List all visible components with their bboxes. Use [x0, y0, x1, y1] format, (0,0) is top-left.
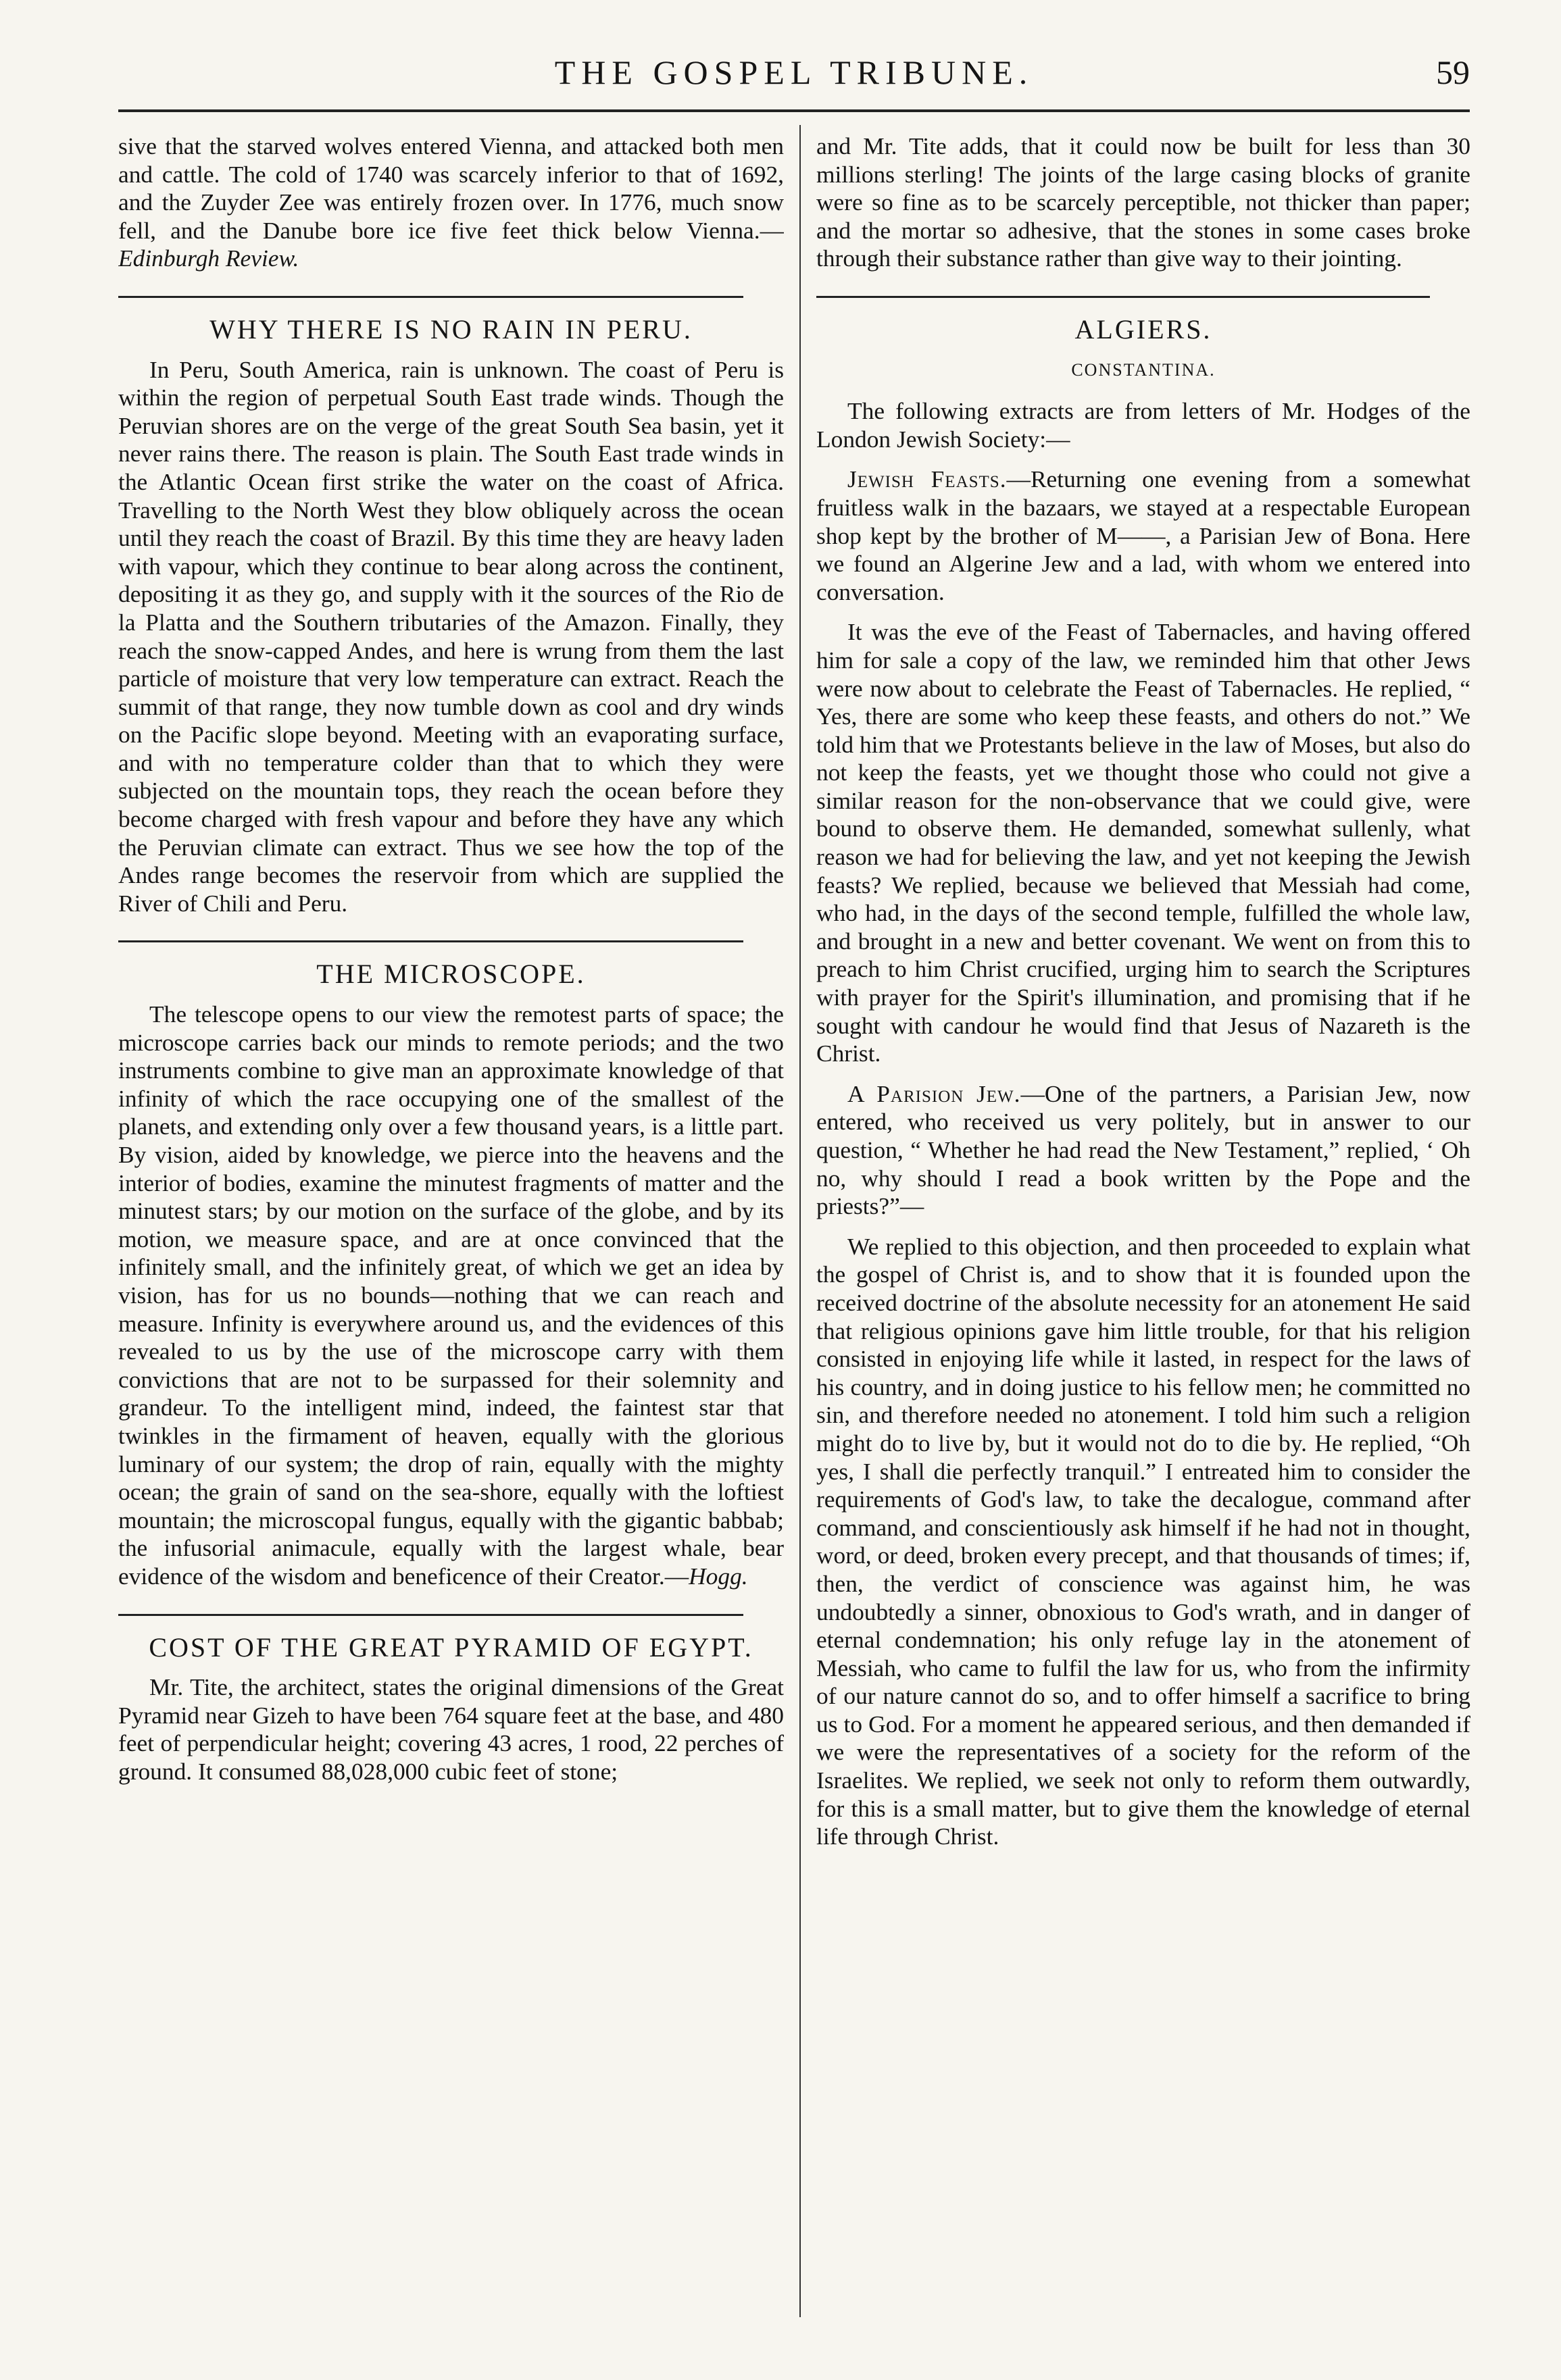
article-body-pyramid: Mr. Tite, the architect, states the original dimensions of the Great Pyramid near Gizeh to have been 764 square feet at the base, and 480 feet of perpendicular height; covering 43 acres, 1 rood, 22 perches of ground. It consumed 88,028,000 cubic feet of stone; — [118, 1673, 784, 1785]
paragraph-text: —One of the partners, a Parisian Jew, now entered, who received us very politely, but in answer to our question, “ Whether he had read the New Testament,” replied, ‘ Oh no, why should I read a book written by the Pope and the priests?”— — [816, 1080, 1470, 1220]
paragraph-lead-parisian-jew: A Parision Jew. — [847, 1080, 1021, 1107]
page-header — [118, 53, 1470, 107]
article-title-pyramid: COST OF THE GREAT PYRAMID OF EGYPT. — [149, 1631, 753, 1663]
paragraph-lead-jewish-feasts: Jewish Feasts. — [847, 465, 1007, 493]
algiers-intro: The following extracts are from letters of Mr. Hodges of the London Jewish Society:— — [816, 397, 1470, 453]
paragraph-text: —Returning one evening from a somewhat fruitless walk in the bazaars, we stayed at a respectable European shop kept by the brother of M——, a Parisian Jew of Bona. Here we found an Algerine Jew and a lad, with whom we entered into conversation. — [816, 465, 1470, 605]
microscope-source: Hogg. — [689, 1562, 748, 1590]
section-rule — [816, 296, 1430, 298]
continued-source: Edinburgh Review. — [118, 245, 299, 272]
algiers-paragraph-4: We replied to this objection, and then proceeded to explain what the gospel of Christ is, and to show that it is founded upon the received doctrine of the absolute necessity for an atonement He said that religious opinions gave him little trouble, for that his religion consisted in enjoying life while it lasted, in respect for the laws of his country, and in doing justice to his fellow men; he committed no sin, and therefore needed no atonement. I told him such a religion might do to live by, but it would not do to die by. He replied, “Oh yes, I shall die perfectly tranquil.” I entreated him to consider the requirements of God's law, to take the decalogue, command after command, and conscientiously ask himself if he had not in thought, word, or deed, broken every precept, and that thousands of times; if, then, the verdict of conscience was against him, he was undoubtedly a sinner, obnoxious to God's wrath, and in danger of eternal condemnation; his only refuge lay in the atonement of Messiah, who came to fulfil the law for us, who from the infirmity of our nature cannot do so, and to offer himself a sacrifice to bring us to God. For a moment he appeared serious, and then demanded if we were the representatives of a society for the reform of the Israelites. We replied, we seek not only to reform them outwardly, for this is a small matter, but to give them the knowledge of eternal life through Christ. — [816, 1232, 1470, 1850]
algiers-paragraph-1 — [816, 465, 1470, 606]
pyramid-continuation: and Mr. Tite adds, that it could now be built for less than 30 millions sterling! The joints of the large casing blocks of granite were so fine as to be scarcely perceptible, not thicker than paper; and the mortar so adhesive, that the stones in some cases broke through their substance rather than give way to their jointing. — [816, 132, 1470, 272]
header-rule — [118, 109, 1470, 112]
algiers-paragraph-3 — [816, 1080, 1470, 1221]
article-title-microscope: THE MICROSCOPE. — [316, 959, 586, 990]
left-column — [118, 132, 784, 2328]
continued-article-text — [118, 132, 784, 273]
page-number: 59 — [1436, 53, 1470, 91]
section-rule — [118, 940, 743, 942]
article-body-peru: In Peru, South America, rain is unknown. The coast of Peru is within the region of perpetual South East trade winds. Though the Peruvian shores are on the verge of the great South Sea basin, yet it never rains there. The reason is plain. The South East trade winds in the Atlantic Ocean first strike the water on the coast of Africa. Travelling to the North West they blow obliquely across the ocean until they reach the coast of Brazil. By this time they are heavy laden with vapour, which they continue to bear along across the continent, depositing it as they go, and supply with it the sources of the Rio de la Platta and the Southern tributaries of the Amazon. Finally, they reach the snow-capped Andes, and here is wrung from them the last particle of moisture that very low temperature can extract. Reach the summit of that range, they now tumble down as cool and dry winds on the Pacific slope beyond. Meeting with an evaporating surface, and with no temperature colder than that to which they were subjected on the mountain tops, they reach the ocean before they become charged with fresh vapour and before they have any which the Peruvian climate can extract. Thus we see how the top of the Andes range becomes the reservoir from which are supplied the River of Chili and Peru. — [118, 355, 784, 917]
article-subtitle-algiers: CONSTANTINA. — [1071, 359, 1216, 380]
article-title-algiers: ALGIERS. — [1074, 313, 1212, 345]
microscope-text: The telescope opens to our view the remotest parts of space; the microscope carries back our minds to remote periods; and the two instruments combine to give man an approximate knowledge of that infinity of which the race occupying one of the smallest of the planets, and extending only over a few thousand years, is a little part. By vision, aided by knowledge, we pierce into the heavens and the interior of bodies, examine the minutest fragments of matter and the minutest stars; by our motion on the surface of the globe, and by its motion, we measure space, and are at once convinced that the infinitely small, and the infinitely great, of which we get an idea by vision, has for us no bounds—nothing that we can reach and measure. Infinity is everywhere around us, and the evidences of this revealed to us by the use of the microscope carry with them convictions that are not to be surpassed for their solemnity and grandeur. To the intelligent mind, indeed, the faintest star that twinkles in the firmament of heaven, equally with the glorious luminary of our system; the drop of rain, equally with the mighty ocean; the grain of sand on the sea-shore, equally with the loftiest mountain; the microscopal fungus, equally with the gigantic babbab; the infusorial animacule, equally with the largest whale, bear evidence of the wisdom and beneficence of their Creator.— — [118, 1001, 784, 1590]
section-rule — [118, 296, 743, 298]
right-column — [816, 132, 1470, 2328]
algiers-paragraph-2: It was the eve of the Feast of Tabernacles, and having offered him for sale a copy of the law, we reminded him that other Jews were now about to celebrate the Feast of Tabernacles. He replied, “ Yes, there are some who keep these feasts, and others do not.” We told him that we Protestants believe in the law of Moses, but also do not keep the feasts, yet we thought those who could not give a similar reason for the non-observance that we could give, were bound to observe them. He demanded, somewhat sullenly, what reason we had for believing the law, and yet not keeping the Jewish feasts? We replied, because we believed that Messiah had come, who had, in the days of the second temple, fulfilled the whole law, and brought in a new and better covenant. We went on from this to preach to him Christ crucified, urging him to search the Scriptures with prayer for the Spirit's illumination, and promising that if he sought with candour he would find that Jesus of Nazareth is the Christ. — [816, 618, 1470, 1067]
column-divider — [799, 125, 801, 2317]
article-body-microscope — [118, 1001, 784, 1590]
article-title-peru: WHY THERE IS NO RAIN IN PERU. — [209, 313, 693, 345]
running-title: THE GOSPEL TRIBUNE. — [554, 53, 1034, 91]
continued-text: sive that the starved wolves entered Vienna, and attacked both men and cattle. The cold of 1740 was scarcely inferior to that of 1692, and the Zuyder Zee was entirely frozen over. In 1776, much snow fell, and the Danube bore ice five feet thick below Vienna.— — [118, 132, 784, 244]
section-rule — [118, 1614, 743, 1616]
